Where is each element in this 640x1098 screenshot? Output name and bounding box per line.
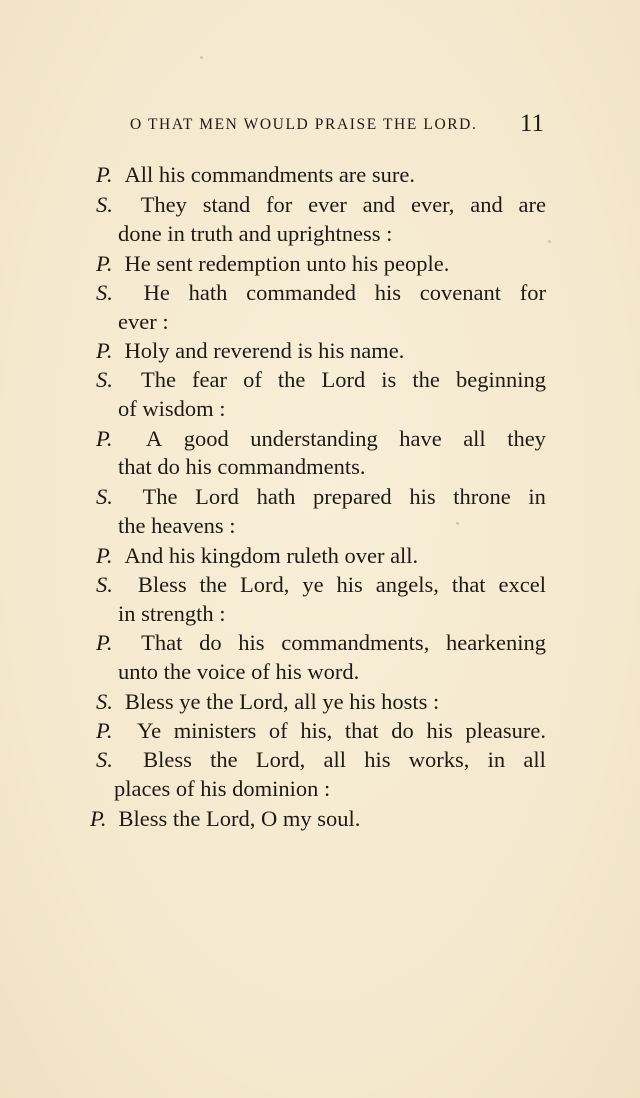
verse-word: throne: [453, 484, 511, 509]
verse-word: that: [344, 718, 379, 743]
verse-text: the heavens :: [118, 513, 236, 538]
verse-word: prepared: [312, 484, 392, 509]
verse-text: in strength :: [118, 601, 226, 626]
speaker-label: S.: [96, 192, 113, 217]
speaker-label: P.: [96, 718, 113, 743]
speaker-label: S.: [96, 484, 113, 509]
verse-text: All his commandments are sure.: [124, 162, 416, 187]
verse-line: [96, 629, 546, 657]
verse-word: his: [238, 630, 265, 655]
verse-word: the: [412, 367, 440, 392]
verse-word: commanded: [246, 280, 357, 305]
verse-text: ever :: [118, 309, 169, 334]
verse-word: Bless: [143, 747, 192, 772]
verse-continuation: [118, 395, 226, 423]
verse-word: A: [145, 426, 163, 451]
verse-word: ye: [302, 572, 324, 597]
verse-word: the: [199, 572, 228, 597]
verse-word: ever: [308, 192, 347, 217]
verse-line: [90, 805, 360, 833]
verse-word: that: [451, 572, 486, 597]
speaker-label: S.: [96, 280, 113, 305]
verse-word: of: [243, 367, 262, 392]
verse-word: have: [399, 426, 442, 451]
verse-word: do: [199, 630, 222, 655]
verse-word: all: [323, 747, 347, 772]
verse-word: Lord,: [240, 572, 290, 597]
verse-word: hearkening: [446, 630, 546, 655]
speaker-label: P.: [90, 806, 107, 831]
verse-word: his: [374, 280, 402, 305]
verse-word: and: [470, 192, 503, 217]
verse-word: The: [142, 484, 178, 509]
verse-continuation: [118, 600, 226, 628]
verse-text: Bless ye the Lord, all ye his hosts :: [124, 689, 440, 714]
verse-line: [96, 366, 546, 394]
verse-text: done in truth and uprightness :: [118, 221, 393, 246]
verse-word: are: [518, 192, 546, 217]
speaker-label: P.: [96, 251, 113, 276]
verse-word: works,: [408, 747, 470, 772]
verse-line: [96, 425, 546, 453]
verse-word: they: [507, 426, 546, 451]
verse-word: is: [381, 367, 397, 392]
verse-line: [96, 279, 546, 307]
verse-text: of wisdom :: [118, 396, 226, 421]
verse-word: That: [141, 630, 183, 655]
verse-text: unto the voice of his word.: [118, 659, 360, 684]
verse-word: Bless: [137, 572, 187, 597]
verse-word: covenant: [419, 280, 501, 305]
verse-word: ministers: [173, 718, 257, 743]
verse-word: fear: [192, 367, 227, 392]
verse-word: beginning: [455, 367, 546, 392]
page-number: 11: [519, 110, 544, 137]
verse-word: of: [268, 718, 288, 743]
speaker-label: P.: [96, 338, 113, 363]
verse-text: He sent redemption unto his people.: [124, 251, 450, 276]
speaker-label: P.: [96, 426, 113, 451]
verse-word: his,: [300, 718, 333, 743]
verse-line: [96, 161, 415, 189]
verse-line: [96, 542, 418, 570]
verse-word: the: [210, 747, 238, 772]
verse-word: Lord,: [255, 747, 306, 772]
speaker-label: P.: [96, 162, 113, 187]
verse-text: places of his dominion :: [114, 776, 331, 801]
verse-text: Holy and reverend is his name.: [124, 338, 405, 363]
verse-continuation: [118, 658, 359, 686]
speaker-label: P.: [96, 630, 113, 655]
speaker-label: S.: [96, 689, 113, 714]
verse-word: He: [143, 280, 170, 305]
verse-word: The: [140, 367, 176, 392]
verse-word: commandments,: [281, 630, 430, 655]
verse-line: [96, 688, 439, 716]
verse-word: good: [183, 426, 229, 451]
verse-word: in: [528, 484, 546, 509]
verse-line: [96, 337, 404, 365]
verse-text: that do his commandments.: [118, 454, 366, 479]
verse-text: And his kingdom ruleth over all.: [124, 543, 419, 568]
verse-line: [96, 483, 546, 511]
verse-word: all: [523, 747, 546, 772]
verse-word: his: [364, 747, 391, 772]
speaker-label: S.: [96, 367, 113, 392]
verse-word: ever,: [410, 192, 455, 217]
verse-word: for: [519, 280, 546, 305]
verse-line: [96, 746, 546, 774]
running-title: O THAT MEN WOULD PRAISE THE LORD.: [130, 116, 478, 133]
verse-text: Bless the Lord, O my soul.: [118, 806, 361, 831]
verse-word: Ye: [137, 718, 162, 743]
verse-word: his: [426, 718, 453, 743]
verse-word: hath: [256, 484, 296, 509]
verse-line: [96, 191, 546, 219]
verse-word: pleasure.: [465, 718, 546, 743]
verse-word: his: [336, 572, 363, 597]
verse-word: the: [277, 367, 306, 392]
verse-word: They: [140, 192, 187, 217]
verse-continuation: [118, 512, 235, 540]
verse-continuation: [118, 453, 365, 481]
verse-word: excel: [498, 572, 546, 597]
verse-line: [96, 717, 546, 745]
speaker-label: S.: [96, 747, 113, 772]
verse-continuation: [118, 220, 392, 248]
speaker-label: P.: [96, 543, 113, 568]
verse-word: hath: [188, 280, 228, 305]
verse-line: [96, 250, 449, 278]
verse-word: understanding: [250, 426, 378, 451]
verse-word: all: [463, 426, 486, 451]
verse-word: do: [391, 718, 414, 743]
verse-word: angels,: [375, 572, 439, 597]
verse-line: [96, 571, 546, 599]
verse-word: Lord: [321, 367, 366, 392]
verse-word: his: [409, 484, 436, 509]
verse-continuation: [114, 775, 330, 803]
verse-word: and: [362, 192, 396, 217]
verse-word: stand: [202, 192, 251, 217]
verse-word: Lord: [195, 484, 239, 509]
verse-continuation: [118, 308, 169, 336]
verse-word: for: [266, 192, 293, 217]
speaker-label: S.: [96, 572, 113, 597]
verse-word: in: [487, 747, 506, 772]
